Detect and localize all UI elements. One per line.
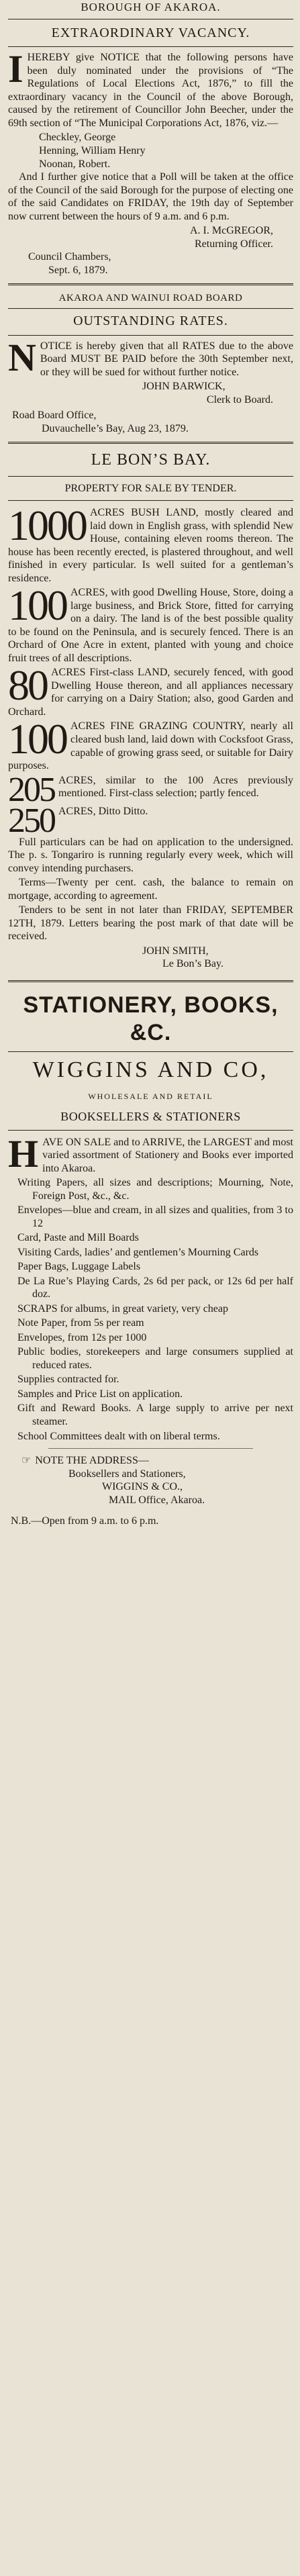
roadboard-header: AKAROA AND WAINUI ROAD BOARD [58, 293, 243, 304]
lot-text: ACRES, similar to the 100 Acres previously mentioned. First-class selection; partly fenced. [58, 774, 293, 800]
candidate-list [8, 131, 293, 171]
signature: JOHN BARWICK, [142, 381, 226, 393]
lot-acreage: 205 [8, 770, 54, 809]
lot-acreage: 1000 [8, 502, 86, 550]
dropcap: N [8, 335, 36, 379]
signature-role: Clerk to Board. [206, 393, 273, 406]
akaroa-notice [8, 0, 293, 277]
spacer [8, 1102, 293, 1110]
particulars: Full particulars can be had on application to the undersigned. The p. s. Tongariro is running regularly every week, which will convey intending purchasers. [8, 836, 293, 874]
lot-text: ACRES FINE GRAZING COUNTRY, nearly all cleared bush land, laid down with Cocksfoot Grass, capable of growing grass seed, or suitable for Dairy purposes. [8, 720, 293, 772]
dropcap: H [8, 1131, 39, 1176]
section-divider [8, 283, 293, 285]
akaroa-body [8, 47, 293, 130]
roadboard-body-text: OTICE is hereby given that all RATES due to the above Board MUST BE PAID before the 30th September next, or they will be sued for without further notice. [40, 340, 293, 378]
list-item: Public bodies, storekeepers and large consumers supplied at reduced rates. [17, 1346, 293, 1371]
pointing-hand-icon: ☞ [21, 1455, 32, 1467]
date: Sept. 6, 1879. [48, 264, 108, 276]
terms: Terms—Twenty per cent. cash, the balance to remain on mortgage, according to agreement. [8, 877, 293, 902]
lot-entry [8, 581, 293, 665]
poll-notice: And I further give notice that a Poll will be taken at the office of the Council of the said Borough for the purpose of electing one of the said Candidates on FRIDAY, the 19th day of September now current between the hours of 9 a.m. and 6 p.m. [8, 171, 293, 222]
lebons-subtitle: PROPERTY FOR SALE BY TENDER. [64, 482, 237, 494]
divider [48, 1448, 253, 1449]
item-list [8, 1176, 293, 1443]
wiggins-intro-text: AVE ON SALE and to ARRIVE, the LARGEST and most varied assortment of Stationery and Books ever imported into Akaroa. [42, 1136, 293, 1174]
firm-name: WIGGINS AND CO, [32, 1057, 269, 1082]
divider [8, 1051, 293, 1052]
divider [8, 335, 293, 336]
signature-role: Returning Officer. [194, 238, 273, 250]
lot-text: ACRES First-class LAND, securely fenced, with good Dwelling House thereon, and all appliances necessary for carrying on a Dairy Station; also, good Garden and Orchard. [8, 667, 293, 718]
lot-acreage: 80 [8, 661, 47, 710]
lot-text: ACRES, Ditto Ditto. [58, 805, 148, 817]
list-item: Paper Bags, Luggage Labels [17, 1261, 141, 1273]
lot-acreage: 100 [8, 715, 66, 763]
list-item: Writing Papers, all sizes and descriptions; Mourning, Note, Foreign Post, &c., &c. [17, 1177, 293, 1202]
candidate-name: Noonan, Robert. [39, 158, 111, 170]
wiggins-intro [8, 1131, 293, 1176]
divider [8, 476, 293, 477]
list-item: Gift and Reward Books. A large supply to arrive per next steamer. [17, 1402, 293, 1427]
signature: JOHN SMITH, [142, 945, 209, 957]
list-item: Card, Paste and Mill Boards [17, 1232, 139, 1244]
section-divider [8, 442, 293, 444]
section-divider [8, 980, 293, 982]
signature-place: Le Bon’s Bay. [162, 958, 223, 970]
list-item: Visiting Cards, ladies’ and gentlemen’s Mourning Cards [17, 1246, 259, 1258]
lot-text: ACRES, with good Dwelling House, Store, doing a large business, and Brick Store, fitted for carrying on a dairy. The land is of the best possible quality to be found on the Peninsula, and is securely fenced. There is an Orchard of One Acre in extent, planted with young and choice fruit trees of all descriptions. [8, 587, 293, 664]
roadboard-notice [8, 292, 293, 435]
list-item: Note Paper, from 5s per ream [17, 1317, 144, 1329]
tenders: Tenders to be sent in not later than FRIDAY, SEPTEMBER 12TH, 1879. Letters bearing the post mark of that date will be received. [8, 904, 293, 943]
place: Council Chambers, [28, 251, 111, 263]
lot-acreage: 100 [8, 581, 66, 630]
akaroa-header: BOROUGH OF AKAROA. [81, 1, 221, 13]
list-item: De La Rue’s Playing Cards, 2s 6d per pack, or 12s 6d per half doz. [17, 1275, 293, 1300]
divider [8, 308, 293, 309]
lebons-notice [8, 450, 293, 970]
wiggins-advert [8, 992, 293, 1528]
lot-acreage: 250 [8, 801, 54, 840]
lot-entry [8, 502, 293, 585]
opening-hours: N.B.—Open from 9 a.m. to 6 p.m. [11, 1515, 159, 1527]
roadboard-title: OUTSTANDING RATES. [73, 314, 228, 329]
akaroa-body-text: HEREBY give NOTICE that the following persons have been duly nominated under the provisions of “The Regulations of Local Elections Act, 1876,” to fill the extraordinary vacancy in the Council of the above Borough, caused by the retirement of Councillor John Beecher, under the 69th section of “The Municipal Corporations Act, 1876, viz.— [8, 52, 293, 129]
tagline: WHOLESALE AND RETAIL [88, 1092, 213, 1102]
candidate-name: Henning, William Henry [39, 145, 146, 156]
lot-entry [8, 661, 293, 718]
spacer [8, 1084, 293, 1092]
lot-text: ACRES BUSH LAND, mostly cleared and laid down in English grass, with splendid New House, containing eleven rooms thereon. The house has been recently erected, is plastered throughout, and well finished in every particular. Is well suited for a gentleman’s residence. [8, 507, 293, 584]
address-line: Booksellers and Stationers, [68, 1468, 186, 1480]
address-line: WIGGINS & CO., [102, 1481, 183, 1493]
lebons-title: LE BON’S BAY. [91, 451, 211, 469]
divider [8, 1130, 293, 1131]
list-item: Samples and Price List on application. [17, 1388, 183, 1400]
note-label: ☞ NOTE THE ADDRESS— [21, 1455, 149, 1467]
dropcap: I [8, 47, 23, 91]
trade: BOOKSELLERS & STATIONERS [60, 1109, 241, 1123]
list-item: School Committees dealt with on liberal terms. [17, 1430, 220, 1442]
divider [8, 500, 293, 501]
list-item: Envelopes—blue and cream, in all sizes and qualities, from 3 to 12 [17, 1204, 293, 1229]
lot-entry [8, 801, 293, 840]
roadboard-body [8, 335, 293, 379]
signature: A. I. McGREGOR, [190, 225, 273, 237]
akaroa-title: EXTRAORDINARY VACANCY. [51, 26, 250, 40]
lot-entry [8, 715, 293, 772]
list-item: SCRAPS for albums, in great variety, very cheap [17, 1302, 229, 1315]
divider [8, 46, 293, 47]
spacer [8, 1507, 293, 1515]
list-item: Envelopes, from 12s per 1000 [17, 1331, 147, 1343]
list-item: Supplies contracted for. [17, 1374, 119, 1386]
address-line: MAIL Office, Akaroa. [109, 1494, 205, 1506]
lot-entry [8, 770, 293, 809]
wiggins-title: STATIONERY, BOOKS, &C. [23, 992, 279, 1046]
candidate-name: Checkley, George [39, 132, 116, 144]
date: Duvauchelle’s Bay, Aug 23, 1879. [42, 422, 189, 434]
place: Road Board Office, [12, 410, 97, 422]
